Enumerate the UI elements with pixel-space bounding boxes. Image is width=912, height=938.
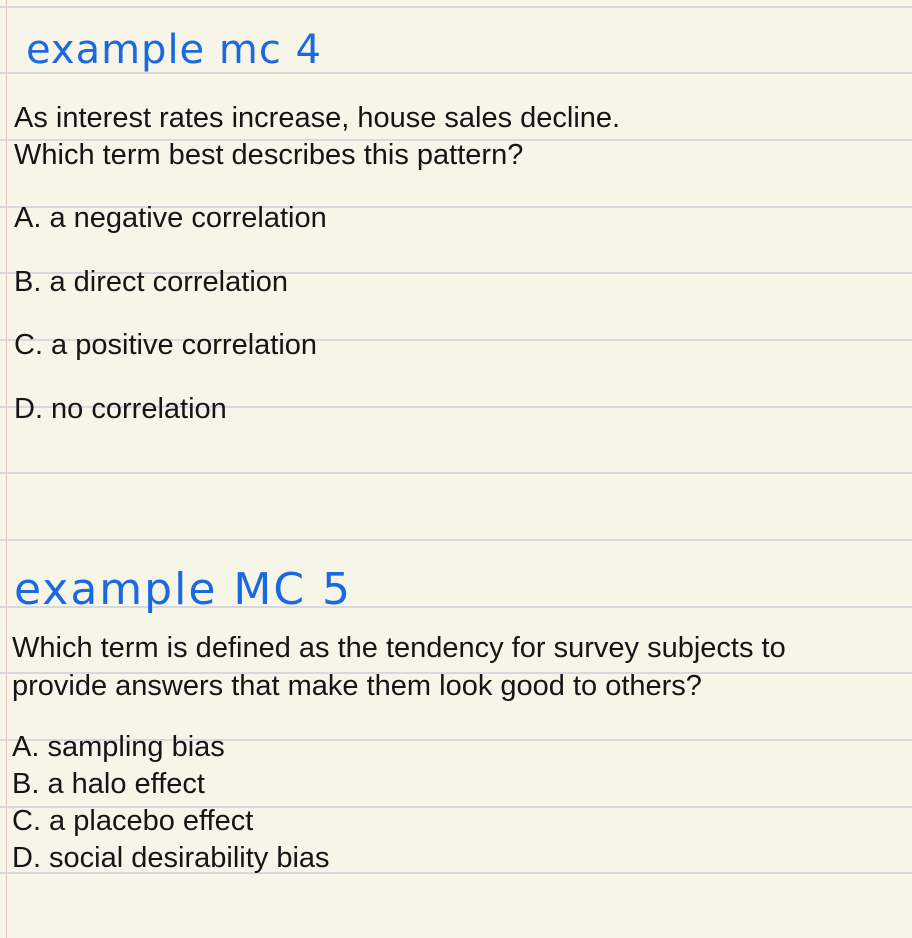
example-5-option-c: C. a placebo effect	[12, 805, 254, 837]
example-4-option-b: B. a direct correlation	[14, 266, 289, 298]
example-4-question-line-2: Which term best describes this pattern?	[14, 139, 524, 171]
example-4-option-c: C. a positive correlation	[14, 329, 318, 361]
example-4-option-a: A. a negative correlation	[14, 202, 327, 234]
example-5-title: example MC 5	[14, 564, 353, 615]
example-5-question-line-2: provide answers that make them look good to others?	[12, 670, 702, 702]
example-5-option-d: D. social desirability bias	[12, 842, 330, 874]
example-4-option-d: D. no correlation	[14, 393, 227, 425]
example-4-title: example mc 4	[26, 27, 323, 73]
example-5-option-b: B. a halo effect	[12, 768, 205, 800]
rule-line	[0, 6, 912, 8]
rule-line	[0, 472, 912, 474]
rule-line	[0, 539, 912, 541]
example-5-question-line-1: Which term is defined as the tendency for survey subjects to	[12, 632, 786, 664]
example-4-question-line-1: As interest rates increase, house sales decline.	[14, 102, 621, 134]
example-5-option-a: A. sampling bias	[12, 731, 225, 763]
